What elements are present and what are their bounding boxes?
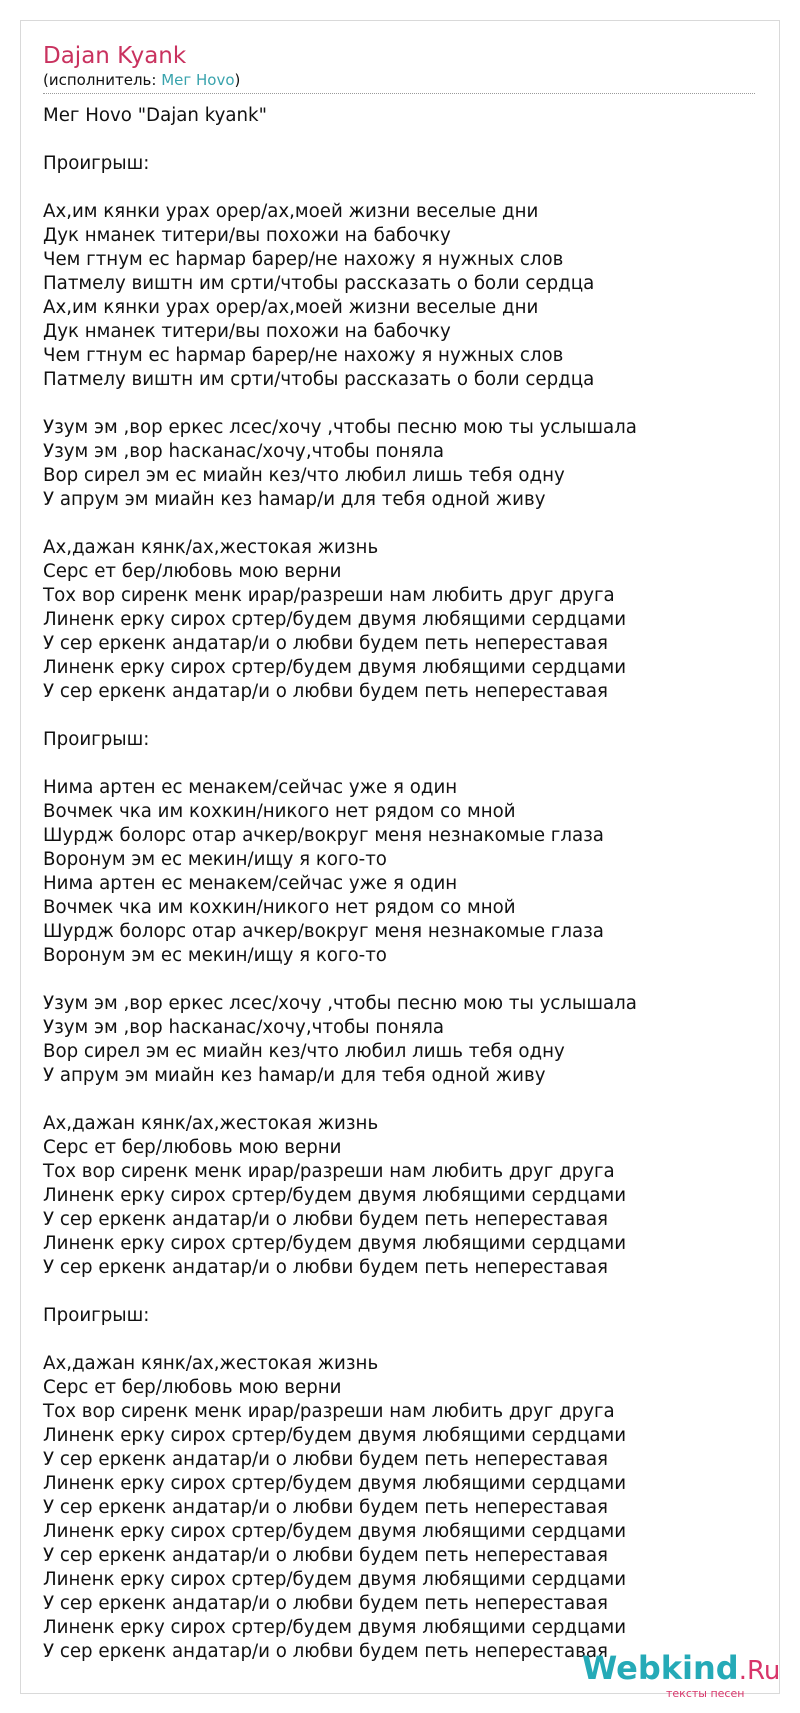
song-header — [43, 41, 755, 94]
artist-line — [43, 71, 755, 89]
lyric-line: Проигрыш: — [43, 1305, 150, 1326]
lyric-line: Mег Hovo "Dajan kyank" — [43, 105, 267, 126]
lyric-line: Линенк ерку сирох сртер/будем двумя любящими сердцами — [43, 1233, 627, 1254]
lyric-line — [43, 752, 763, 776]
lyric-line: Вор сирел эм ес миайн кез/что любил лишь тебя одну — [43, 465, 565, 486]
webkind-wordmark — [582, 1649, 780, 1690]
lyric-line: Узум эм ,вор еркес лсес/хочу ,чтобы песню мою ты услышала — [43, 993, 637, 1014]
webkind-tld: .Ru — [738, 1656, 781, 1686]
lyric-line: Линенк ерку сирох сртер/будем двумя любящими сердцами — [43, 1521, 627, 1542]
lyric-line: Узум эм ,вор еркес лсес/хочу ,чтобы песню мою ты услышала — [43, 417, 637, 438]
lyric-line: Ах,дажан кянк/ах,жестокая жизнь — [43, 1113, 379, 1134]
lyric-line: У апрум эм миайн кез hамар/и для тебя одной живу — [43, 1065, 546, 1086]
lyric-line — [43, 128, 763, 152]
lyric-line: Тох вор сиренк менк ирар/разреши нам любить друг друга — [43, 585, 615, 606]
lyric-line — [43, 968, 763, 992]
lyric-line: Дук нманек титери/вы похожи на бабочку — [43, 225, 451, 246]
lyric-line: Нима артен ес менакем/сейчас уже я один — [43, 777, 458, 798]
lyric-line: Серс ет бер/любовь мою верни — [43, 561, 342, 582]
artist-suffix: ) — [234, 71, 241, 89]
lyric-line — [43, 1280, 763, 1304]
lyric-line: Линенк ерку сирох сртер/будем двумя любящими сердцами — [43, 1473, 627, 1494]
lyric-line — [43, 176, 763, 200]
lyric-line: У сер еркенк андатар/и о любви будем петь непереставая — [43, 1449, 608, 1470]
lyric-line: Воронум эм ес мекин/ищу я кого-то — [43, 945, 387, 966]
lyric-line: Линенк ерку сирох сртер/будем двумя любящими сердцами — [43, 1617, 627, 1638]
lyric-line — [43, 1088, 763, 1112]
lyric-line: У сер еркенк андатар/и о любви будем петь непереставая — [43, 681, 608, 702]
lyric-line: У апрум эм миайн кез hамар/и для тебя одной живу — [43, 489, 546, 510]
page-frame — [20, 20, 781, 1700]
lyric-line: У сер еркенк андатар/и о любви будем петь непереставая — [43, 1641, 608, 1662]
lyric-line: Дук нманек титери/вы похожи на бабочку — [43, 321, 451, 342]
lyric-line: Ах,им кянки урах орер/ах,моей жизни веселые дни — [43, 201, 539, 222]
lyric-line: Линенк ерку сирох сртер/будем двумя любящими сердцами — [43, 1569, 627, 1590]
lyric-line: Ах,им кянки урах орер/ах,моей жизни веселые дни — [43, 297, 539, 318]
lyric-line: Тох вор сиренк менк ирар/разреши нам любить друг друга — [43, 1401, 615, 1422]
lyric-line: Чем гтнум ес hармар барер/не нахожу я нужных слов — [43, 345, 564, 366]
lyric-line: Проигрыш: — [43, 729, 150, 750]
artist-link[interactable]: Mег Hovo — [161, 71, 235, 89]
lyric-line: Серс ет бер/любовь мою верни — [43, 1377, 342, 1398]
song-title: Dajan Kyank — [43, 43, 187, 69]
lyric-line — [43, 512, 763, 536]
lyric-line: Линенк ерку сирох сртер/будем двумя любящими сердцами — [43, 1425, 627, 1446]
lyric-line: Чем гтнум ес hармар барер/не нахожу я нужных слов — [43, 249, 564, 270]
artist-prefix: (исполнитель: — [43, 71, 162, 89]
lyric-line: Серс ет бер/любовь мою верни — [43, 1137, 342, 1158]
lyric-line: Проигрыш: — [43, 153, 150, 174]
lyric-line: Патмелу виштн им срти/чтобы рассказать о боли сердца — [43, 273, 595, 294]
lyric-line: У сер еркенк андатар/и о любви будем петь непереставая — [43, 1593, 608, 1614]
lyric-line: Шурдж болорс отар ачкер/вокруг меня незнакомые глаза — [43, 921, 604, 942]
lyric-line: Нима артен ес менакем/сейчас уже я один — [43, 873, 458, 894]
dotted-divider — [43, 93, 755, 94]
lyric-line: Узум эм ,вор hасканас/хочу,чтобы поняла — [43, 441, 445, 462]
lyric-line — [43, 704, 763, 728]
lyric-line: Ах,дажан кянк/ах,жестокая жизнь — [43, 537, 379, 558]
lyric-line: Вочмек чка им кохкин/никого нет рядом со мной — [43, 801, 516, 822]
lyric-line: Линенк ерку сирох сртер/будем двумя любящими сердцами — [43, 1185, 627, 1206]
lyric-line: Патмелу виштн им срти/чтобы рассказать о боли сердца — [43, 369, 595, 390]
lyric-line: Ах,дажан кянк/ах,жестокая жизнь — [43, 1353, 379, 1374]
lyrics-body — [43, 104, 763, 1664]
lyric-line: У сер еркенк андатар/и о любви будем петь непереставая — [43, 1257, 608, 1278]
lyric-line: Линенк ерку сирох сртер/будем двумя любящими сердцами — [43, 609, 627, 630]
lyric-line: Вочмек чка им кохкин/никого нет рядом со мной — [43, 897, 516, 918]
lyric-line: Воронум эм ес мекин/ищу я кого-то — [43, 849, 387, 870]
lyric-line: Линенк ерку сирох сртер/будем двумя любящими сердцами — [43, 657, 627, 678]
lyric-line: У сер еркенк андатар/и о любви будем петь непереставая — [43, 1497, 608, 1518]
lyric-line: Вор сирел эм ес миайн кез/что любил лишь тебя одну — [43, 1041, 565, 1062]
lyric-line: Узум эм ,вор hасканас/хочу,чтобы поняла — [43, 1017, 445, 1038]
lyric-line: У сер еркенк андатар/и о любви будем петь непереставая — [43, 1209, 608, 1230]
webkind-logo — [582, 1649, 782, 1703]
lyric-line: У сер еркенк андатар/и о любви будем петь непереставая — [43, 633, 608, 654]
webkind-brand: Webkind — [582, 1649, 739, 1687]
lyric-line — [43, 392, 763, 416]
lyric-line — [43, 1328, 763, 1352]
webkind-tagline: тексты песен — [666, 1687, 745, 1700]
lyric-line: Тох вор сиренк менк ирар/разреши нам любить друг друга — [43, 1161, 615, 1182]
lyric-line: Шурдж болорс отар ачкер/вокруг меня незнакомые глаза — [43, 825, 604, 846]
lyric-line: У сер еркенк андатар/и о любви будем петь непереставая — [43, 1545, 608, 1566]
